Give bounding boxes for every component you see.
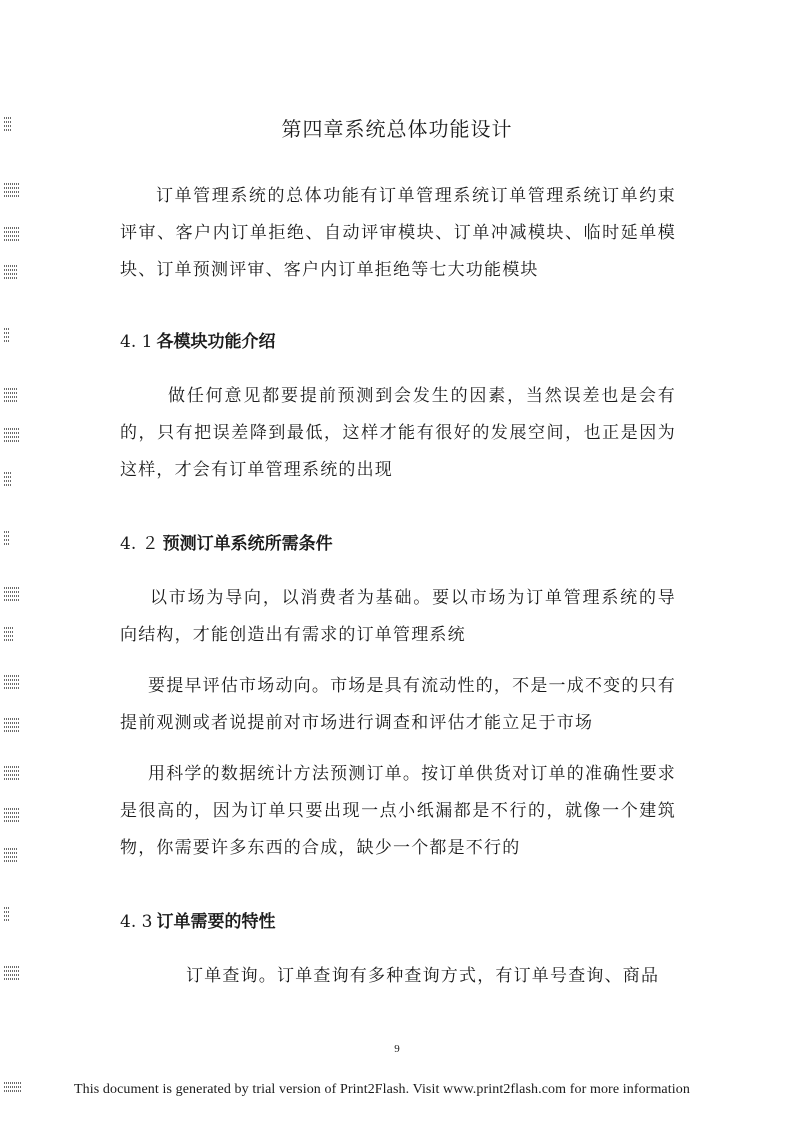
intro-text: 订单管理系统的总体功能有订单管理系统订单管理系统订单约束评审、客户内订单拒绝、自动评审模块、订单冲减模块、临时延单模块、订单预测评审、客户内订单拒绝等七大功能模块: [120, 186, 676, 280]
section-number: 4. ２: [120, 534, 159, 554]
margin-artifact: [4, 848, 18, 868]
margin-artifact: [4, 966, 20, 986]
section-title: 订单需要的特性: [156, 912, 276, 932]
margin-artifact: [4, 227, 20, 247]
section2-paragraph-2: [120, 668, 676, 742]
section-heading-4-3: [120, 907, 275, 932]
page-number: 9: [394, 1043, 400, 1055]
section1-paragraph: [120, 378, 676, 489]
section-title: 各模块功能介绍: [156, 332, 276, 352]
margin-artifact: [4, 531, 10, 551]
section3-text: 订单查询。订单查询有多种查询方式，有订单号查询、商品: [186, 966, 660, 986]
margin-artifact: [4, 1082, 22, 1094]
section-heading-4-2: [120, 529, 333, 554]
margin-artifact: [4, 265, 18, 285]
chapter-title: 第四章系统总体功能设计: [281, 117, 513, 141]
margin-artifact: [4, 718, 20, 738]
section2-text-2: 要提早评估市场动向。市场是具有流动性的，不是一成不变的只有提前观测或者说提前对市场进行调查和评估才能立足于市场: [120, 676, 676, 733]
section2-text-1: 以市场为导向，以消费者为基础。要以市场为订单管理系统的导向结构，才能创造出有需求的订单管理系统: [120, 588, 676, 645]
margin-artifact: [4, 907, 10, 927]
margin-artifact: [4, 587, 20, 607]
section-number: 4. 1: [120, 332, 153, 352]
margin-artifact: [4, 328, 9, 348]
section-number: 4. 3: [120, 912, 153, 932]
margin-artifact: [4, 428, 20, 448]
margin-artifact: [4, 472, 12, 492]
margin-artifact: [4, 808, 20, 828]
intro-paragraph: [120, 178, 676, 289]
section2-paragraph-1: [120, 580, 676, 654]
trial-footer-notice: This document is generated by trial version of Print2Flash. Visit www.print2flash.com for more information: [74, 1082, 690, 1097]
margin-artifact: [4, 675, 20, 695]
section1-text: 做任何意见都要提前预测到会发生的因素，当然误差也是会有的，只有把误差降到最低，这样才能有很好的发展空间，也正是因为这样，才会有订单管理系统的出现: [120, 386, 676, 480]
section3-paragraph: [120, 958, 676, 995]
margin-artifact: [4, 183, 20, 203]
margin-artifact: [4, 627, 14, 647]
section-title: 预测订单系统所需条件: [162, 534, 333, 554]
section2-paragraph-3: [120, 756, 676, 867]
section2-text-3: 用科学的数据统计方法预测订单。按订单供货对订单的准确性要求是很高的，因为订单只要出现一点小纸漏都是不行的，就像一个建筑物，你需要许多东西的合成，缺少一个都是不行的: [120, 764, 676, 858]
section-heading-4-1: [120, 327, 275, 352]
margin-artifact: [4, 766, 20, 786]
margin-artifact: [4, 388, 18, 408]
